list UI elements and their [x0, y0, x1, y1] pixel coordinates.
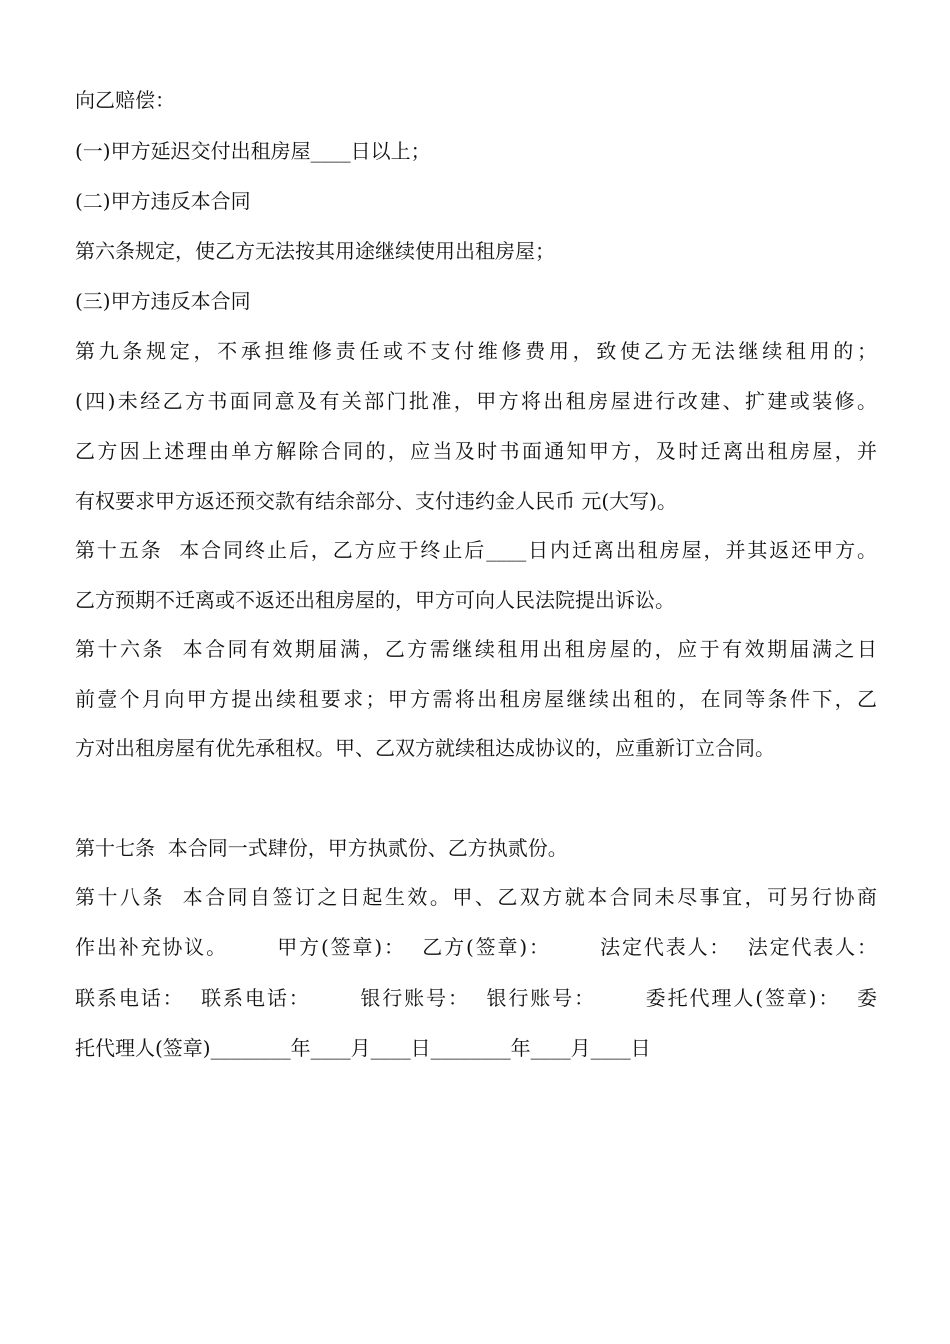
text-line-1: 向乙赔偿：	[75, 88, 175, 112]
text-line-4: 第六条规定，使乙方无法按其用途继续使用出租房屋；	[75, 239, 555, 263]
text-line-9: 有权要求甲方返还预交款有结余部分、支付违约金人民币 元(大写)。	[75, 489, 677, 513]
text-line-12: 第十六条 本合同有效期届满，乙方需继续租用出租房屋的，应于有效期届满之日	[75, 637, 877, 661]
text-line-13: 前壹个月向甲方提出续租要求；甲方需将出租房屋继续出租的，在同等条件下，乙	[75, 687, 877, 711]
text-line-5: (三)甲方违反本合同	[75, 289, 251, 313]
text-line-11: 乙方预期不迁离或不返还出租房屋的，甲方可向人民法院提出诉讼。	[75, 588, 675, 612]
text-line-6: 第九条规定，不承担维修责任或不支付维修费用，致使乙方无法继续租用的；	[75, 339, 877, 363]
text-line-8: 乙方因上述理由单方解除合同的，应当及时书面通知甲方，及时迁离出租房屋，并	[75, 439, 877, 463]
text-line-7: (四)未经乙方书面同意及有关部门批准，甲方将出租房屋进行改建、扩建或装修。	[75, 389, 877, 413]
text-line-14: 方对出租房屋有优先承租权。甲、乙双方就续租达成协议的，应重新订立合同。	[75, 736, 775, 760]
text-line-17: 作出补充协议。 甲方(签章)： 乙方(签章)： 法定代表人： 法定代表人：	[75, 935, 877, 959]
text-line-18: 联系电话： 联系电话： 银行账号： 银行账号： 委托代理人(签章)： 委	[75, 986, 877, 1010]
text-line-15: 第十七条 本合同一式肆份，甲方执贰份、乙方执贰份。	[75, 836, 568, 860]
text-line-3: (二)甲方违反本合同	[75, 189, 251, 213]
text-line-2: (一)甲方延迟交付出租房屋____日以上；	[75, 139, 431, 163]
text-line-19: 托代理人(签章)________年____月____日________年____月____日	[75, 1036, 651, 1060]
text-line-16: 第十八条 本合同自签订之日起生效。甲、乙双方就本合同未尽事宜，可另行协商	[75, 885, 877, 909]
text-line-10: 第十五条 本合同终止后，乙方应于终止后____日内迁离出租房屋，并其返还甲方。	[75, 538, 877, 562]
